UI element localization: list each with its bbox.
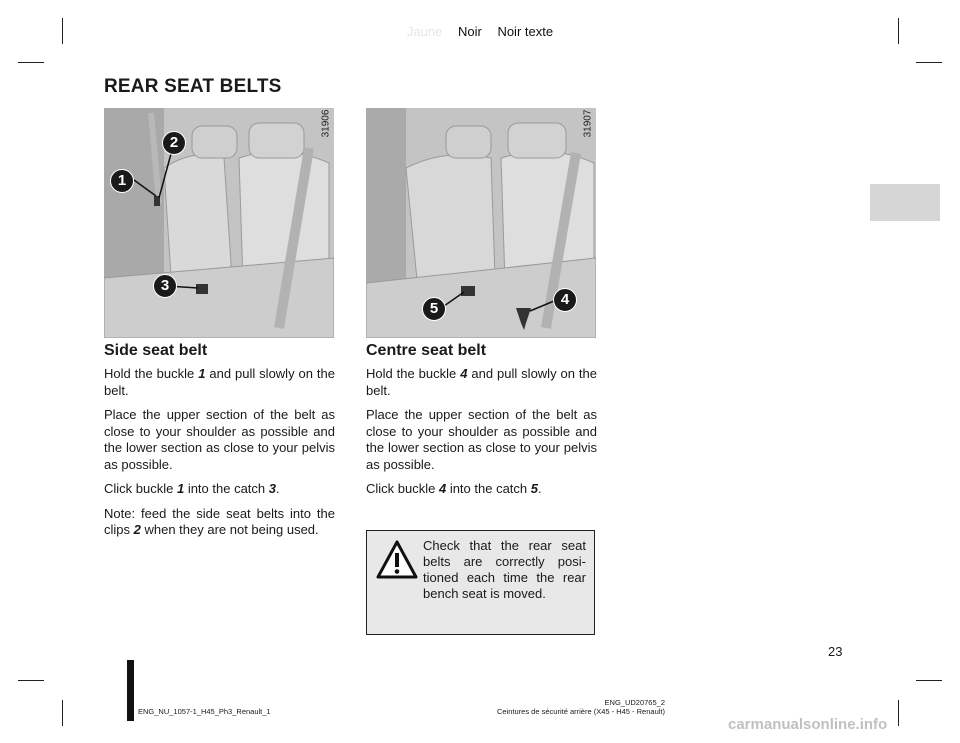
figure-ref-number: 31907: [582, 109, 594, 138]
color-label: Noir: [457, 24, 482, 39]
section-tab: [870, 184, 940, 221]
centre-seat-belt-text: [366, 366, 597, 506]
callout-1: 1: [110, 169, 134, 193]
footer-left-code: ENG_NU_1057-1_H45_Ph3_Renault_1: [138, 707, 271, 716]
side-seat-belt-text: [104, 366, 335, 547]
callout-5: 5: [422, 297, 446, 321]
crop-mark: [18, 680, 44, 681]
side-seat-belt-illustration: [104, 108, 334, 338]
crop-mark: [18, 62, 44, 63]
rear-seat-drawing: [104, 108, 334, 338]
watermark: carmanualsonline.info: [728, 716, 888, 733]
callout-2: 2: [162, 131, 186, 155]
centre-seat-belt-heading: Centre seat belt: [366, 342, 487, 359]
paragraph: Note: feed the side seat belts into the clips 2 when they are not being used.: [104, 505, 335, 537]
paragraph: Click buckle 4 into the catch 5.: [366, 481, 542, 496]
warning-text: Check that the rear seat belts are correctly posi-tioned each time the rear bench seat is moved.: [423, 538, 586, 601]
centre-seat-belt-illustration: [366, 108, 596, 338]
paragraph: Hold the buckle 4 and pull slowly on the belt.: [366, 366, 597, 398]
paragraph: Click buckle 1 into the catch 3.: [104, 481, 280, 496]
warning-box: [366, 530, 595, 635]
crop-mark: [62, 700, 63, 726]
paragraph: Hold the buckle 1 and pull slowly on the belt.: [104, 366, 335, 398]
color-label: Jaune: [406, 24, 443, 39]
callout-3: 3: [153, 274, 177, 298]
crop-mark: [898, 700, 899, 726]
paragraph: Place the upper section of the belt as close to your shoulder as possible and the lower section as close to your pelvis as possible.: [104, 407, 335, 472]
page-number: 23: [828, 644, 843, 659]
color-label: Noir texte: [497, 24, 554, 39]
footer-right-code: ENG_UD20765_2 Ceintures de sécurité arrière (X45 - H45 - Renault): [497, 698, 665, 716]
figure-ref-number: 31906: [320, 109, 332, 138]
registration-bar: [127, 660, 134, 721]
color-separation-labels: [0, 24, 960, 39]
crop-mark: [916, 680, 942, 681]
warning-triangle-icon: [375, 539, 419, 581]
callout-4: 4: [553, 288, 577, 312]
crop-mark: [916, 62, 942, 63]
paragraph: Place the upper section of the belt as close to your shoulder as possible and the lower section as close to your pelvis as possible.: [366, 407, 597, 472]
page-title: REAR SEAT BELTS: [104, 76, 282, 97]
side-seat-belt-heading: Side seat belt: [104, 342, 208, 359]
